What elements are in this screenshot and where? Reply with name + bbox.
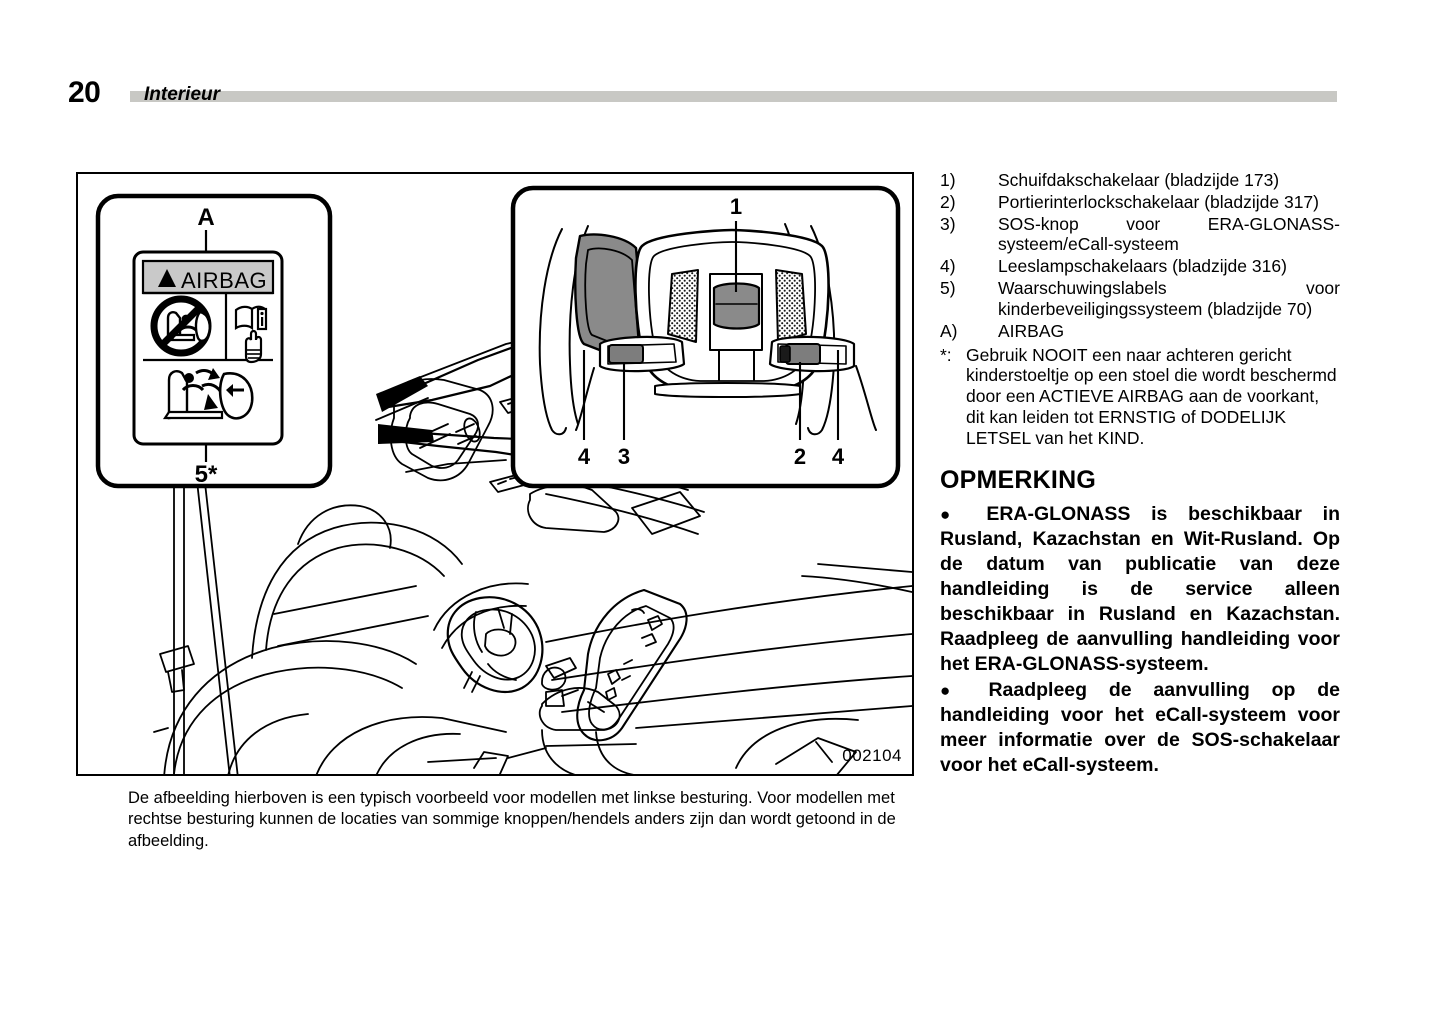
figure-code: 002104: [842, 746, 902, 765]
legend-item-3: [940, 214, 1340, 256]
legend-marker: 4): [940, 256, 956, 277]
airbag-warning-card: [98, 196, 330, 486]
legend-text: Portierinterlockschakelaar (bladzijde 317): [998, 191, 1319, 212]
legend-item-2: [940, 192, 1340, 213]
legend-column: [940, 170, 1340, 779]
note-bullet-text: ERA-GLONASS is beschikbaar in Rusland, Kazachstan en Wit-Rusland. Op de datum van publicatie van deze handleiding is de service alleen beschikbaar in Rusland en Kazachstan. Raadpleeg de aanvulling handleiding voor het ERA-GLONASS-systeem.: [940, 502, 1340, 675]
legend-item-a: [940, 321, 1340, 342]
page-number: 20: [68, 76, 101, 109]
legend-item-1: [940, 170, 1340, 191]
interior-figure: [76, 172, 914, 776]
legend-marker: 1): [940, 170, 956, 190]
legend-text: Leeslampschakelaars (bladzijde 316): [998, 256, 1287, 277]
legend-text: SOS-knop voor ERA-GLONASS-systeem/eCall-systeem: [998, 213, 1340, 255]
legend-footnote: [940, 345, 1340, 449]
svg-text:AIRBAG: AIRBAG: [181, 268, 268, 293]
legend-marker: 2): [940, 191, 956, 212]
legend-marker: A): [940, 320, 958, 341]
overhead-console-inset: [513, 188, 898, 486]
figure-illustration: [76, 172, 914, 776]
legend-text: AIRBAG: [998, 320, 1065, 341]
warning-card-callout-number: 5*: [194, 461, 218, 488]
figure-caption: De afbeelding hierboven is een typisch voorbeeld voor modellen met linkse besturing. Voor modellen met rechtse besturing kunnen de locaties van sommige knoppen/hendels anders zijn dan wordt getoond in de afbeelding.: [128, 789, 896, 850]
bullet-glyph: ●: [940, 680, 967, 700]
legend-item-4: [940, 256, 1340, 277]
note-bullet-2: [940, 678, 1340, 778]
legend-item-5: [940, 278, 1340, 320]
inset-callout-3: 3: [617, 444, 631, 469]
legend-marker: 5): [940, 278, 956, 299]
note-heading: OPMERKING: [940, 465, 1096, 494]
inset-callout-2: 2: [793, 444, 807, 469]
footnote-marker: *:: [940, 344, 952, 365]
note-bullet-1: [940, 502, 1340, 677]
bullet-glyph: ●: [940, 504, 966, 524]
note-bullet-text: Raadpleeg de aanvulling op de handleiding voor het eCall-systeem voor meer informatie over de SOS-schakelaar voor het eCall-systeem.: [940, 678, 1340, 777]
header-rule: [130, 91, 1337, 102]
legend-text: Waarschuwingslabels voor kinderbeveiligingssysteem (bladzijde 70): [998, 278, 1340, 319]
warning-card-pointer-letter: A: [197, 204, 215, 231]
legend-text: Schuifdakschakelaar (bladzijde 173): [998, 170, 1280, 190]
section-title: Interieur: [144, 84, 221, 105]
footnote-text: Gebruik NOOIT een naar achteren gericht kinderstoeltje op een stoel die wordt beschermd door een ACTIEVE AIRBAG aan de voorkant, dit kan leiden tot ERNSTIG of DODELIJK LETSEL van het KIND.: [966, 344, 1337, 448]
legend-marker: 3): [940, 213, 956, 234]
inset-callout-4-right: 4: [831, 444, 845, 469]
page-header: [0, 0, 1445, 130]
inset-callout-4-left: 4: [577, 444, 591, 469]
inset-callout-1: 1: [729, 194, 743, 219]
